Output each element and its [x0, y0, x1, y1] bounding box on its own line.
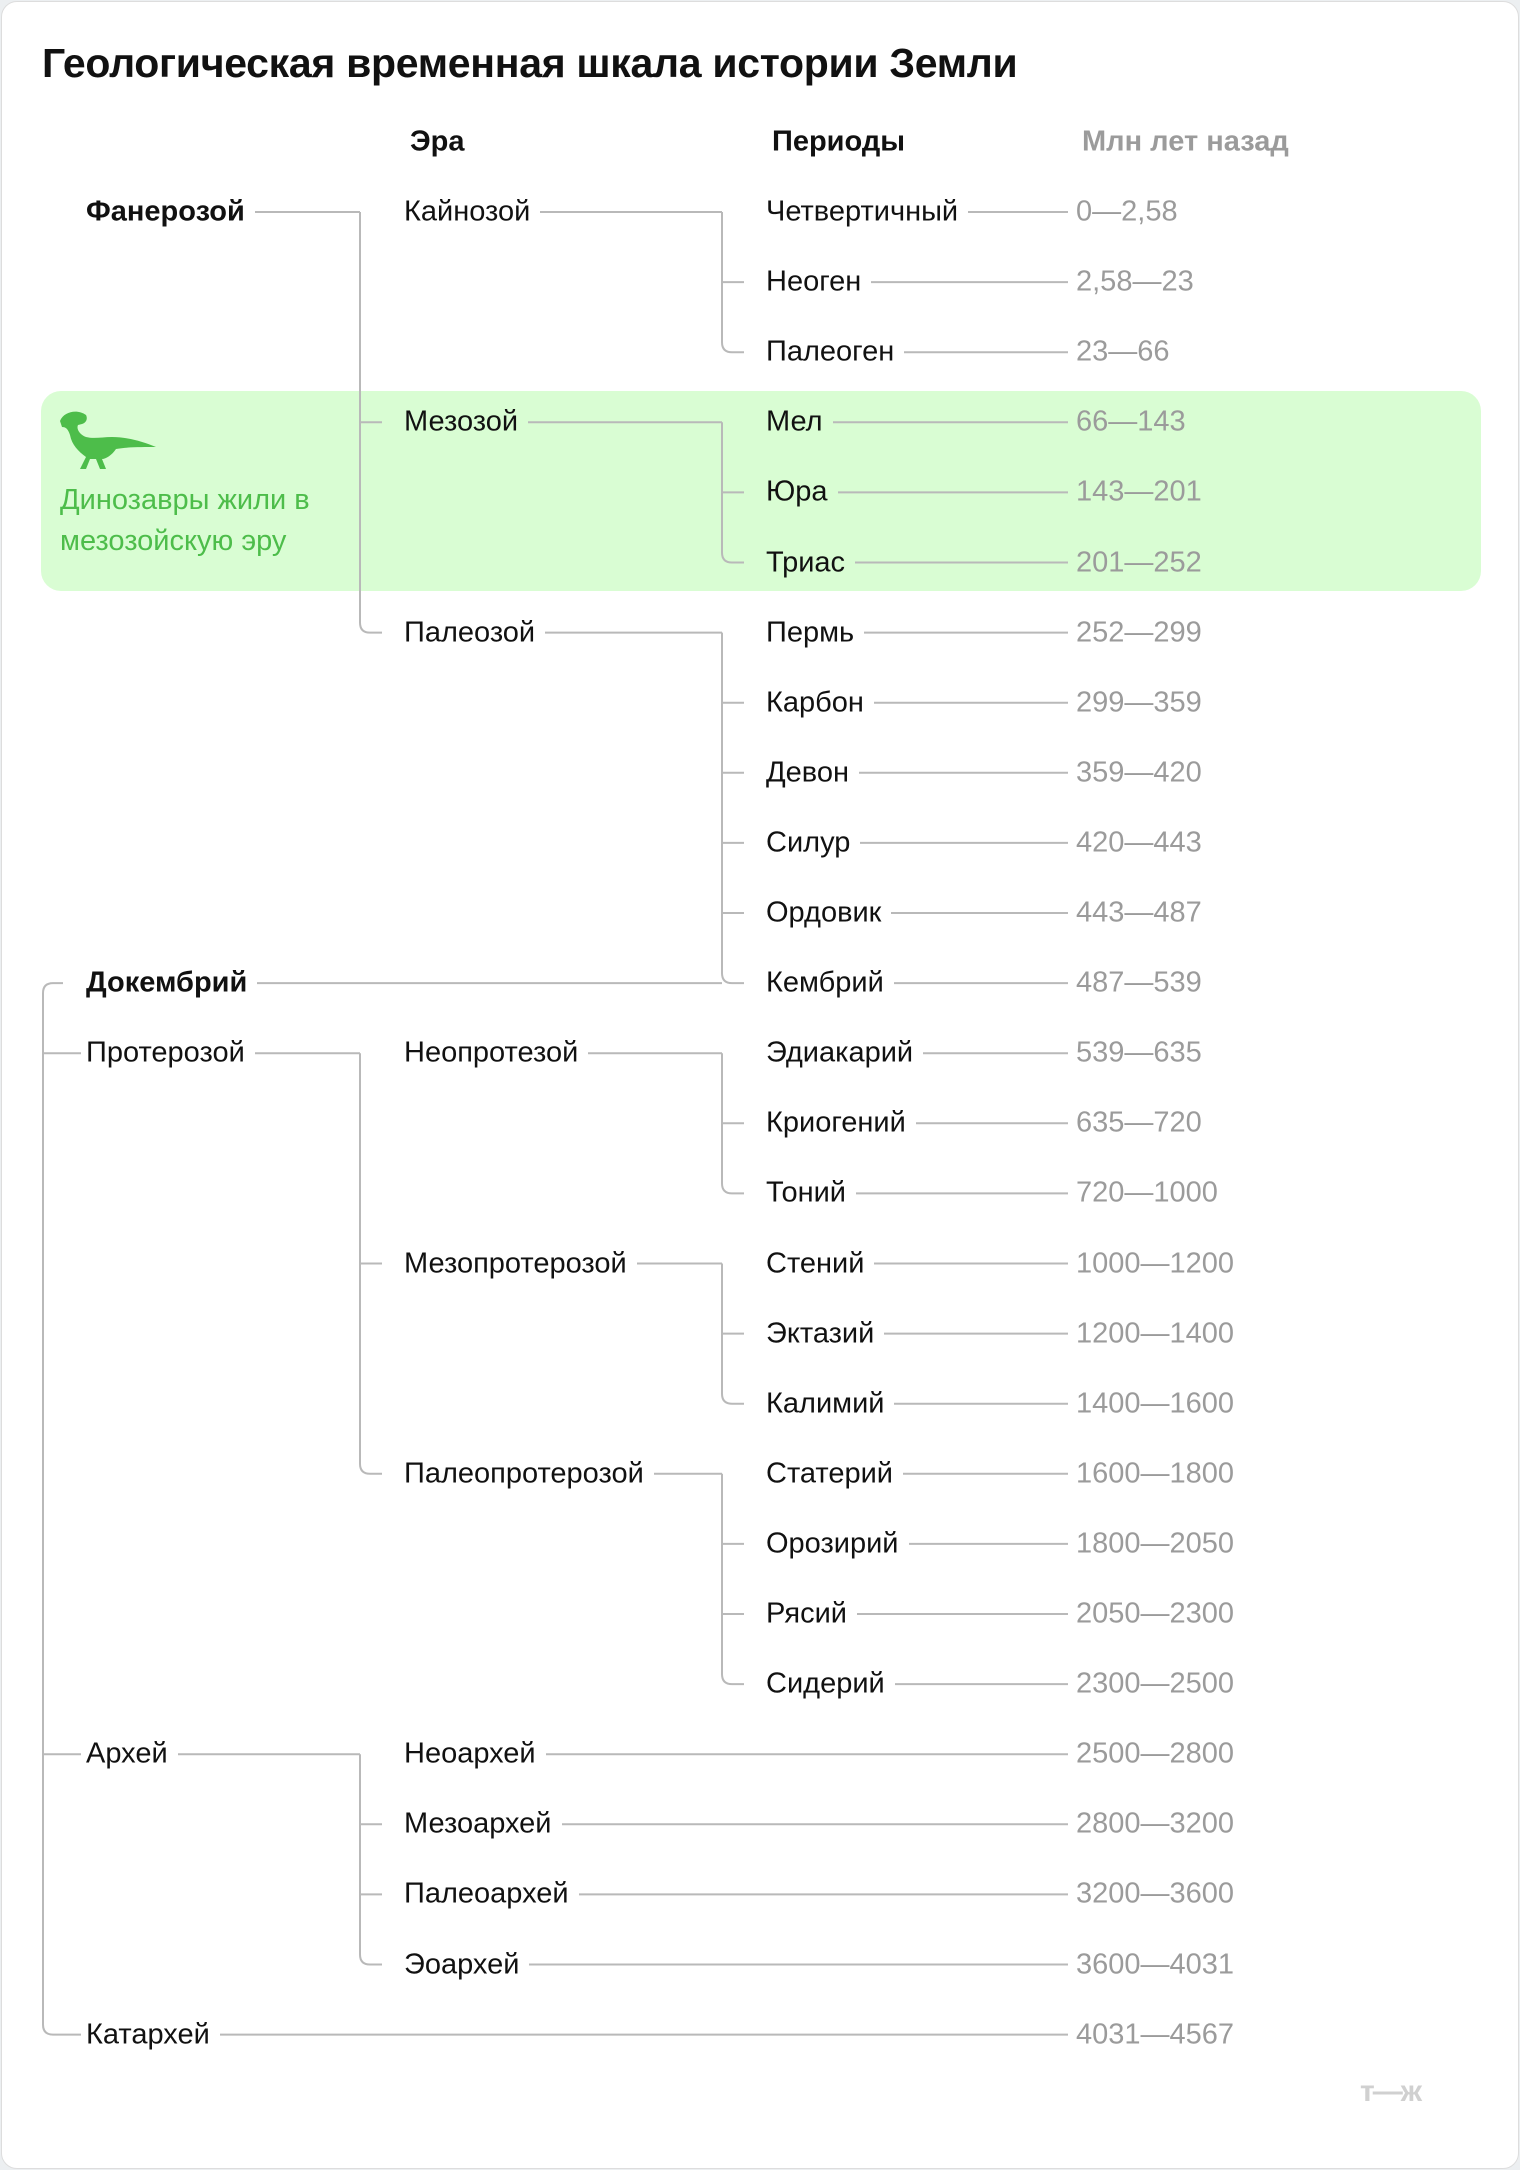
era-label: Мезопротерозой	[404, 1247, 627, 1279]
period-label: Карбон	[766, 686, 864, 719]
period-label: Юра	[766, 475, 828, 508]
period-label: Девон	[766, 756, 849, 789]
era-label: Мезоархей	[404, 1807, 552, 1840]
period-label: Пермь	[766, 616, 855, 649]
era-label: Эоархей	[404, 1948, 520, 1980]
era-label: Палеоархей	[404, 1877, 569, 1910]
range-label: 23—66	[1076, 335, 1170, 368]
range-label: 487—539	[1076, 966, 1202, 999]
eon-label: Архей	[86, 1737, 168, 1770]
period-label: Эдиакарий	[766, 1036, 914, 1069]
period-label: Стений	[766, 1247, 865, 1279]
era-label: Кайнозой	[404, 195, 531, 228]
period-label: Статерий	[766, 1457, 894, 1490]
range-label: 143—201	[1076, 475, 1202, 508]
period-label: Мел	[766, 405, 823, 438]
range-label: 0—2,58	[1076, 195, 1178, 228]
period-label: Криогений	[766, 1106, 906, 1139]
dinosaur-note: Динозавры жили в мезозойскую эру	[60, 484, 310, 557]
range-label: 443—487	[1076, 896, 1202, 929]
period-label: Калимий	[766, 1387, 885, 1420]
connector-lines	[2, 2, 1518, 2168]
era-label: Палеопротерозой	[404, 1457, 644, 1490]
range-label: 720—1000	[1076, 1176, 1218, 1209]
eon-bracket	[43, 983, 81, 2035]
range-label: 3200—3600	[1076, 1877, 1235, 1910]
period-label: Кембрий	[766, 966, 884, 999]
period-label: Ордовик	[766, 896, 882, 929]
period-label: Эктазий	[766, 1317, 875, 1350]
period-label: Тоний	[766, 1176, 846, 1209]
period-label: Триас	[766, 546, 846, 578]
era-label: Неоархей	[404, 1737, 536, 1770]
period-label: Палеоген	[766, 335, 895, 368]
range-label: 201—252	[1076, 546, 1202, 578]
period-label: Орозирий	[766, 1527, 899, 1560]
range-label: 2800—3200	[1076, 1807, 1235, 1840]
period-label: Сидерий	[766, 1667, 885, 1700]
page-title: Геологическая временная шкала истории Земли	[42, 40, 1018, 86]
range-label: 252—299	[1076, 616, 1202, 649]
range-label: 1000—1200	[1076, 1247, 1235, 1279]
header-periods: Периоды	[772, 125, 906, 158]
range-label: 1600—1800	[1076, 1457, 1235, 1490]
header-mya: Млн лет назад	[1082, 125, 1289, 158]
range-label: 539—635	[1076, 1036, 1202, 1069]
range-label: 2,58—23	[1076, 265, 1194, 298]
range-label: 2300—2500	[1076, 1667, 1235, 1700]
range-label: 66—143	[1076, 405, 1186, 438]
brand-logo: т—ж	[1360, 2075, 1420, 2108]
header-era: Эра	[410, 125, 465, 158]
period-label: Неоген	[766, 265, 862, 298]
bracket-line	[360, 1754, 382, 1964]
bracket-line	[722, 1474, 744, 1684]
range-label: 3600—4031	[1076, 1948, 1235, 1980]
range-label: 1800—2050	[1076, 1527, 1235, 1560]
eon-label: Докембрий	[86, 966, 248, 999]
era-label: Палеозой	[404, 616, 536, 649]
era-label: Мезозой	[404, 405, 519, 438]
range-label: 420—443	[1076, 826, 1202, 859]
era-label: Неопротезой	[404, 1036, 579, 1069]
range-label: 2500—2800	[1076, 1737, 1235, 1770]
bracket-line	[722, 633, 744, 984]
eon-label: Фанерозой	[86, 195, 245, 228]
range-label: 2050—2300	[1076, 1597, 1235, 1630]
range-label: 299—359	[1076, 686, 1202, 719]
range-label: 1400—1600	[1076, 1387, 1235, 1420]
eon-label: Катархей	[86, 2018, 210, 2051]
range-label: 1200—1400	[1076, 1317, 1235, 1350]
range-label: 359—420	[1076, 756, 1202, 789]
eon-label: Протерозой	[86, 1036, 245, 1069]
period-label: Силур	[766, 826, 851, 859]
range-label: 635—720	[1076, 1106, 1202, 1139]
period-label: Четвертичный	[766, 195, 959, 228]
range-label: 4031—4567	[1076, 2018, 1235, 2051]
period-label: Рясий	[766, 1597, 847, 1630]
diagram-card	[1, 1, 1519, 2169]
